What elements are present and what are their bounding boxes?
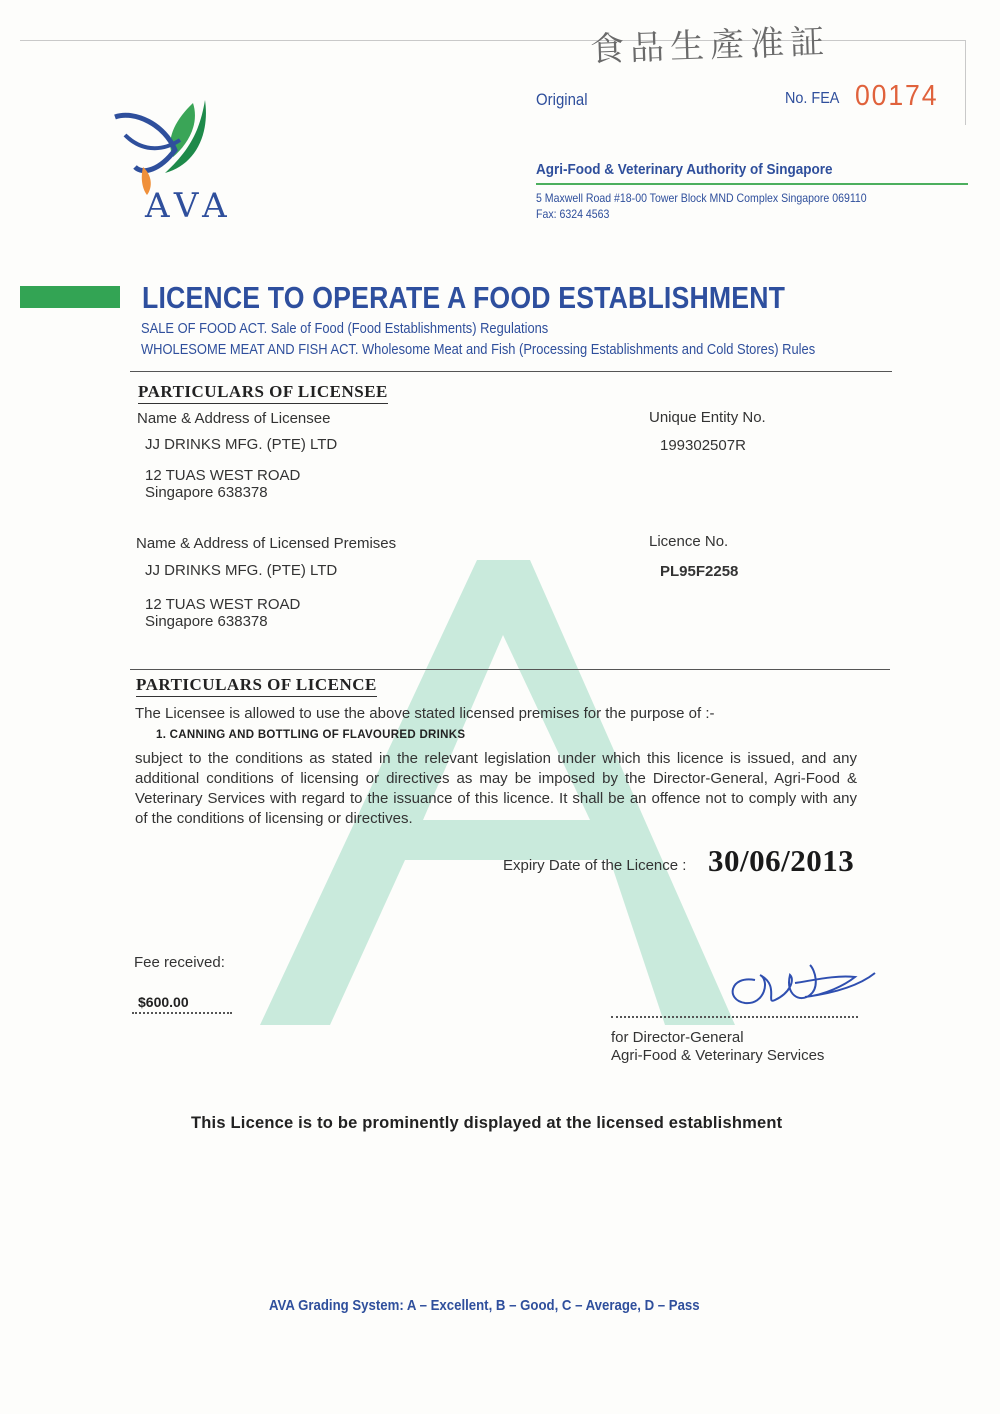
licensee-address: 12 TUAS WEST ROAD Singapore 638378 <box>145 467 301 501</box>
fee-value: $600.00 <box>138 994 189 1010</box>
licence-no-label: Licence No. <box>649 533 729 550</box>
right-border-line <box>965 40 966 125</box>
premises-address: 12 TUAS WEST ROAD Singapore 638378 <box>145 596 301 630</box>
handwritten-note: 食品生產准証 <box>589 21 831 71</box>
authority-address-line: 5 Maxwell Road #18-00 Tower Block MND Complex Singapore 069110 <box>536 191 867 205</box>
purpose-intro: The Licensee is allowed to use the above stated licensed premises for the purpose of :- <box>135 705 715 722</box>
licensee-name-label: Name & Address of Licensee <box>137 410 331 427</box>
copy-type-label: Original <box>536 90 588 109</box>
authority-divider <box>536 183 968 185</box>
premises-label: Name & Address of Licensed Premises <box>136 535 397 552</box>
ava-logo-text: AVA <box>145 186 233 226</box>
licensee-name: JJ DRINKS MFG. (PTE) LTD <box>145 436 338 453</box>
signatory-line-1: for Director-General <box>611 1029 744 1046</box>
licensee-section-title: PARTICULARS OF LICENSEE <box>138 382 388 404</box>
uen-label: Unique Entity No. <box>649 409 766 426</box>
licence-section-title: PARTICULARS OF LICENCE <box>136 675 377 697</box>
fee-dotted-line <box>132 1012 232 1014</box>
grading-system-legend: AVA Grading System: A – Excellent, B – Good, C – Average, D – Pass <box>269 1297 700 1314</box>
signatory-block <box>611 1029 824 1065</box>
licence-no-value: PL95F2258 <box>660 563 739 580</box>
signature-dotted-line <box>611 1016 858 1018</box>
document-title: LICENCE TO OPERATE A FOOD ESTABLISHMENT <box>142 280 786 315</box>
purpose-item: 1. CANNING AND BOTTLING OF FLAVOURED DRINKS <box>156 729 466 741</box>
section-divider <box>130 669 890 670</box>
act-line-1: SALE OF FOOD ACT. Sale of Food (Food Establishments) Regulations <box>141 320 549 337</box>
display-notice: This Licence is to be prominently displayed at the licensed establishment <box>191 1114 783 1132</box>
licence-serial-number: 00174 <box>855 80 939 112</box>
fee-label: Fee received: <box>134 954 225 971</box>
licence-conditions: subject to the conditions as stated in the relevant legislation under which this licence is issued, and any additional conditions of licensing or directives as may be imposed by the Director-General, Agri-Food & Veterinary Services with regard to the issuance of this licence. It shall be an offence not to comply with any of the conditions of licensing or directives. <box>135 750 857 827</box>
title-accent-bar <box>20 286 120 308</box>
uen-value: 199302507R <box>660 437 746 454</box>
expiry-date: 30/06/2013 <box>708 843 855 878</box>
authority-fax: Fax: 6324 4563 <box>536 207 610 221</box>
section-divider <box>130 371 892 372</box>
signatory-line-2: Agri-Food & Veterinary Services <box>611 1047 825 1064</box>
act-line-2: WHOLESOME MEAT AND FISH ACT. Wholesome Meat and Fish (Processing Establishments and Cold Stores) Rules <box>141 341 816 358</box>
licence-number-prefix: No. FEA <box>785 90 840 107</box>
authority-name: Agri-Food & Veterinary Authority of Singapore <box>536 161 833 178</box>
expiry-label: Expiry Date of the Licence : <box>503 857 687 874</box>
premises-name: JJ DRINKS MFG. (PTE) LTD <box>145 562 338 579</box>
signature-icon <box>725 955 880 1015</box>
authority-address <box>536 190 867 222</box>
